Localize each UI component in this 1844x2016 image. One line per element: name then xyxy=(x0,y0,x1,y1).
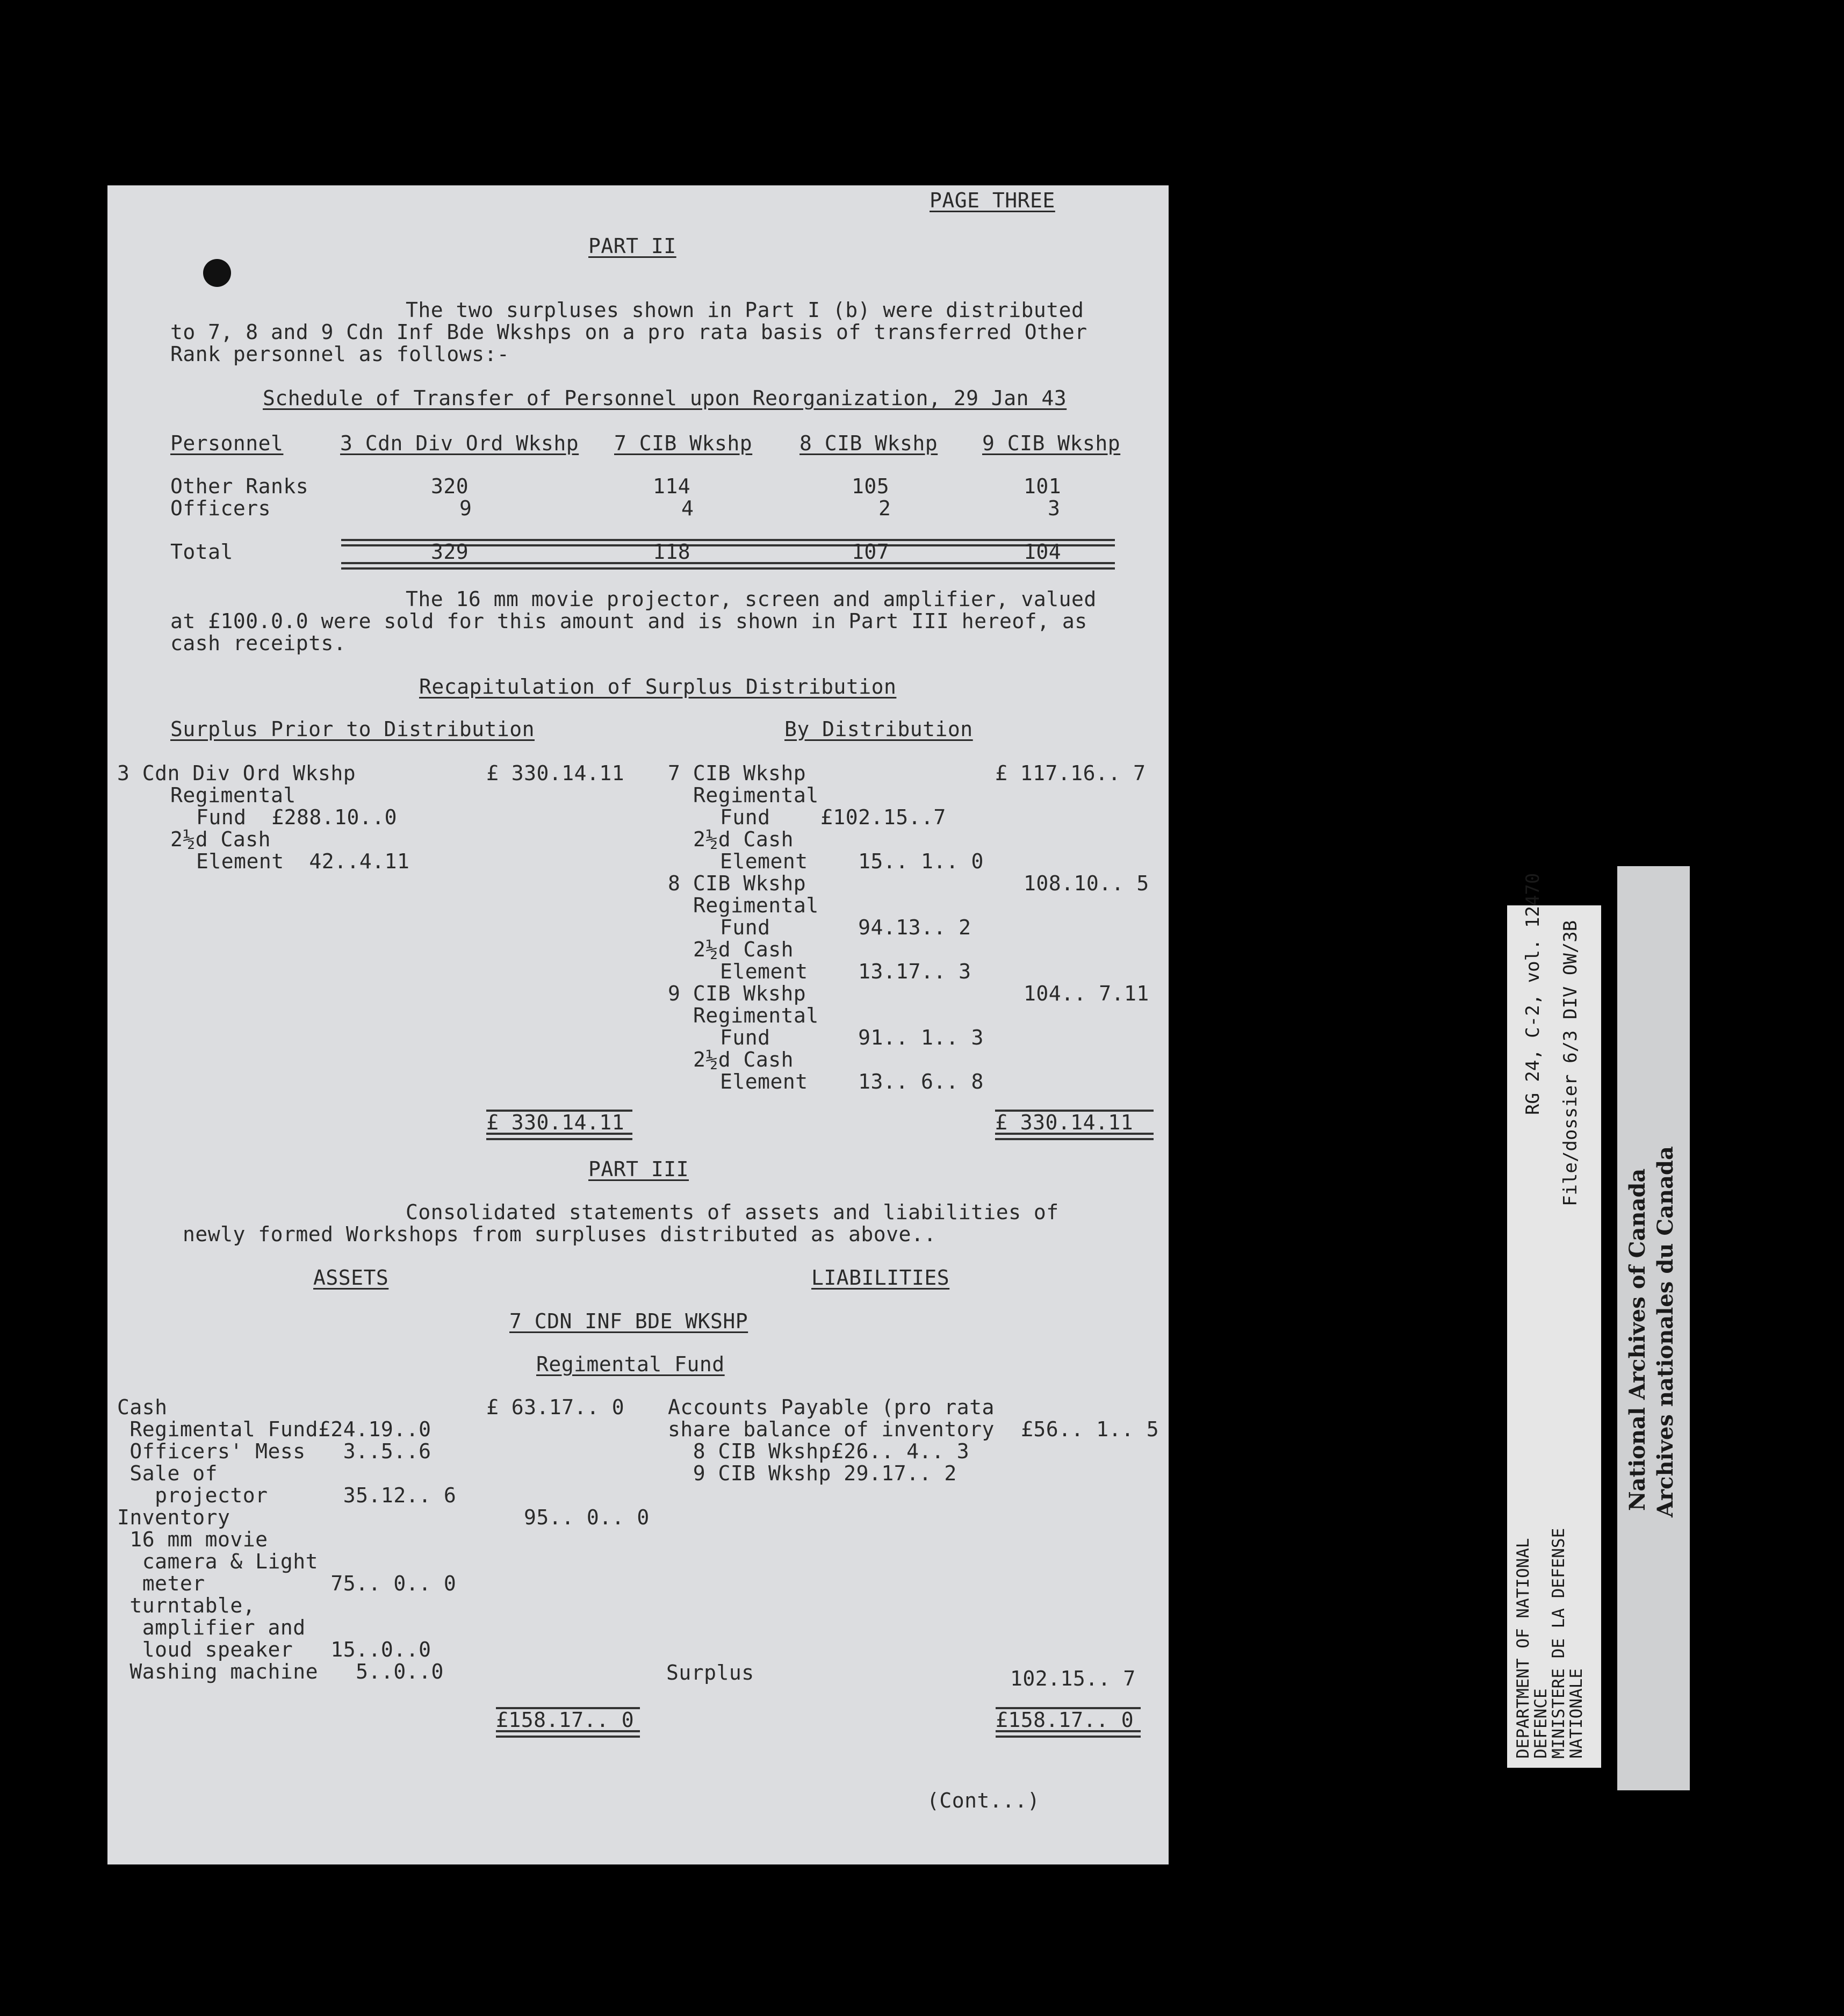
assets-line: Washing machine 5..0..0 xyxy=(117,1660,444,1683)
recap-right-line: Fund 91.. 1.. 3 xyxy=(720,1026,984,1049)
recap-right-line: 7 CIB Wkshp xyxy=(668,761,806,785)
recap-right-line: Fund 94.13.. 2 xyxy=(720,916,971,939)
liab-line: Accounts Payable (pro rata xyxy=(668,1395,995,1419)
recap-right-line: Element 13.. 6.. 8 xyxy=(720,1070,984,1093)
assets-line: loud speaker 15..0..0 xyxy=(117,1638,431,1661)
recap-left-line: 3 Cdn Div Ord Wkshp xyxy=(117,761,356,785)
recap-right-heading: By Distribution xyxy=(784,717,973,741)
archives-stamp-line: Archives nationales du Canada xyxy=(1653,1146,1678,1517)
cell-total-7cib: 118 xyxy=(653,540,691,564)
schedule-rule-bottom xyxy=(341,562,1115,564)
assets-line: Cash xyxy=(117,1395,168,1419)
liab-line: 9 CIB Wkshp 29.17.. 2 xyxy=(668,1461,957,1485)
cell-or-9cib: 101 xyxy=(1024,474,1062,498)
archive-ref-line: MINISTERE DE LA DEFENSE xyxy=(1549,1528,1568,1759)
continued-note: (Cont...) xyxy=(927,1789,1040,1812)
archive-ref-line: RG 24, C-2, vol. 12470 xyxy=(1522,873,1544,1115)
part-three-heading: PART III xyxy=(588,1157,689,1181)
recap-left-line: Fund £288.10..0 xyxy=(196,805,398,829)
recap-right-line: Element 15.. 1.. 0 xyxy=(720,849,984,873)
col-header-7cib: 7 CIB Wkshp xyxy=(614,431,753,455)
cell-total-8cib: 107 xyxy=(852,540,890,564)
cell-off-8cib: 2 xyxy=(878,496,891,520)
cell-or-8cib: 105 xyxy=(852,474,890,498)
recap-right-line: Regimental xyxy=(693,1004,819,1027)
archive-ref-line: DEFENCE xyxy=(1531,1688,1551,1759)
recap-title: Recapitulation of Surplus Distribution xyxy=(419,675,897,699)
cell-or-7cib: 114 xyxy=(653,474,691,498)
recap-right-total: £ 330.14.11 xyxy=(995,1111,1134,1134)
recap-right-line: Regimental xyxy=(693,783,819,807)
archives-stamp-line: National Archives of Canada xyxy=(1625,1168,1650,1511)
assets-line: projector 35.12.. 6 xyxy=(117,1484,457,1507)
punch-hole xyxy=(203,259,231,287)
recap-right-amount: £ 117.16.. 7 xyxy=(995,761,1146,785)
col-header-3cdn: 3 Cdn Div Ord Wkshp xyxy=(340,431,579,455)
assets-amount: £ 63.17.. 0 xyxy=(486,1395,625,1419)
row-label-other-ranks: Other Ranks xyxy=(170,474,309,498)
part3-line-2: newly formed Workshops from surpluses distributed as above.. xyxy=(183,1222,937,1246)
surplus-amount: 102.15.. 7 xyxy=(1010,1667,1136,1690)
surplus-label: Surplus xyxy=(666,1661,754,1684)
projector-line-2: at £100.0.0 were sold for this amount and is shown in Part III hereof, as xyxy=(170,609,1087,633)
assets-total-rule xyxy=(496,1730,640,1732)
liab-total: £158.17.. 0 xyxy=(996,1708,1134,1732)
liabilities-heading: LIABILITIES xyxy=(811,1266,950,1290)
archive-ref-line: File/dossier 6/3 DIV OW/3B xyxy=(1560,920,1581,1206)
recap-right-total-rule xyxy=(995,1133,1154,1135)
col-header-personnel: Personnel xyxy=(170,431,284,455)
recap-left-total: £ 330.14.11 xyxy=(486,1111,625,1134)
recap-left-heading: Surplus Prior to Distribution xyxy=(170,717,535,741)
col-header-8cib: 8 CIB Wkshp xyxy=(799,431,938,455)
unit-heading: 7 CDN INF BDE WKSHP xyxy=(509,1309,748,1333)
assets-line: Inventory xyxy=(117,1506,230,1529)
archives-stamp xyxy=(1617,866,1690,1790)
col-header-9cib: 9 CIB Wkshp xyxy=(982,431,1121,455)
cell-total-3cdn: 329 xyxy=(431,540,469,564)
recap-left-line: Regimental xyxy=(170,783,296,807)
recap-right-line: Element 13.17.. 3 xyxy=(720,960,971,983)
cell-off-9cib: 3 xyxy=(1048,496,1061,520)
intro-line-1: The two surpluses shown in Part I (b) were distributed xyxy=(406,298,1084,322)
recap-right-line: Regimental xyxy=(693,894,819,917)
recap-right-amount: 104.. 7.11 xyxy=(1024,982,1149,1005)
assets-line: 16 mm movie xyxy=(117,1528,268,1551)
fund-heading: Regimental Fund xyxy=(536,1352,725,1376)
recap-right-line: 2½d Cash xyxy=(693,1048,794,1071)
archive-ref-line: DEPARTMENT OF NATIONAL xyxy=(1514,1538,1533,1759)
recap-right-line: 2½d Cash xyxy=(693,938,794,961)
recap-right-line: 8 CIB Wkshp xyxy=(668,872,806,895)
intro-line-3: Rank personnel as follows:- xyxy=(170,342,510,366)
assets-line: Sale of xyxy=(117,1461,218,1485)
schedule-title: Schedule of Transfer of Personnel upon Reorganization, 29 Jan 43 xyxy=(263,386,1067,410)
assets-line: amplifier and xyxy=(117,1616,306,1639)
assets-line: Officers' Mess 3..5..6 xyxy=(117,1439,431,1463)
liab-line: 8 CIB Wkshp£26.. 4.. 3 xyxy=(668,1439,970,1463)
row-label-total: Total xyxy=(170,540,233,564)
assets-amount: 95.. 0.. 0 xyxy=(524,1506,650,1529)
recap-right-amount: 108.10.. 5 xyxy=(1024,872,1149,895)
recap-left-amount: £ 330.14.11 xyxy=(486,761,625,785)
recap-right-line: Fund £102.15..7 xyxy=(720,805,946,829)
assets-line: turntable, xyxy=(117,1594,256,1617)
assets-line: meter 75.. 0.. 0 xyxy=(117,1572,457,1595)
assets-line: camera & Light xyxy=(117,1550,319,1573)
liab-amount: £56.. 1.. 5 xyxy=(1021,1417,1159,1441)
recap-right-line: 9 CIB Wkshp xyxy=(668,982,806,1005)
recap-right-line: 2½d Cash xyxy=(693,827,794,851)
recap-left-line: 2½d Cash xyxy=(170,827,271,851)
cell-total-9cib: 104 xyxy=(1024,540,1062,564)
archive-reference-label xyxy=(1507,873,1601,1768)
row-label-officers: Officers xyxy=(170,496,271,520)
assets-heading: ASSETS xyxy=(313,1266,389,1290)
archive-ref-line: NATIONALE xyxy=(1567,1668,1586,1759)
projector-line-3: cash receipts. xyxy=(170,631,347,655)
cell-off-3cdn: 9 xyxy=(459,496,472,520)
intro-line-2: to 7, 8 and 9 Cdn Inf Bde Wkshps on a pro rata basis of transferred Other xyxy=(170,320,1087,344)
page-number: PAGE THREE xyxy=(930,189,1055,212)
assets-total: £158.17.. 0 xyxy=(496,1708,635,1732)
part3-line-1: Consolidated statements of assets and liabilities of xyxy=(406,1200,1059,1224)
recap-left-line: Element 42..4.11 xyxy=(196,849,410,873)
liab-line: share balance of inventory xyxy=(668,1417,995,1441)
projector-line-1: The 16 mm movie projector, screen and amplifier, valued xyxy=(406,587,1097,611)
part-two-heading: PART II xyxy=(588,234,676,258)
liab-total-rule xyxy=(996,1730,1141,1732)
cell-or-3cdn: 320 xyxy=(431,474,469,498)
cell-off-7cib: 4 xyxy=(681,496,694,520)
assets-line: Regimental Fund£24.19..0 xyxy=(117,1417,431,1441)
recap-left-total-rule xyxy=(486,1133,632,1135)
